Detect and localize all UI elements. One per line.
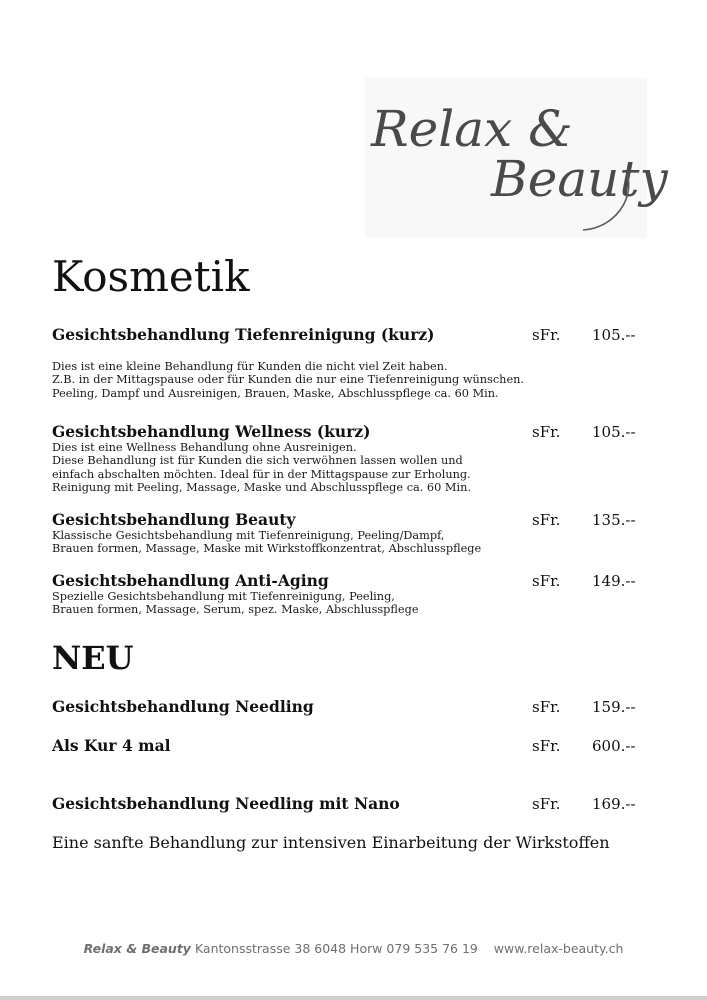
section-heading-neu: NEU <box>52 639 134 677</box>
logo-line-2: Beauty <box>491 150 668 208</box>
currency-label: sFr. <box>532 698 561 716</box>
logo-graphic <box>365 78 668 238</box>
service-description <box>52 590 419 617</box>
description-line: einfach abschalten möchten. Ideal für in der Mittagspause zur Erholung. <box>52 467 471 481</box>
description-line: Spezielle Gesichtsbehandlung mit Tiefenreinigung, Peeling, <box>52 590 395 603</box>
description-line: Dies ist eine Wellness Behandlung ohne Ausreinigen. <box>52 441 357 454</box>
logo-line-1: Relax & <box>371 100 573 158</box>
description-line: Brauen formen, Massage, Serum, spez. Maske, Abschlusspflege <box>52 603 419 617</box>
service-price: 159.-- <box>592 698 636 716</box>
description-line: Diese Behandlung ist für Kunden die sich verwöhnen lassen wollen und <box>52 454 463 468</box>
logo <box>365 78 668 238</box>
description-line: Reinigung mit Peeling, Massage, Maske und Abschlusspflege ca. 60 Min. <box>52 481 471 495</box>
service-name: Gesichtsbehandlung Needling mit Nano <box>52 794 400 813</box>
footer-address: Kantonsstrasse 38 6048 Horw 079 535 76 19 <box>194 941 478 956</box>
description-line: Brauen formen, Massage, Maske mit Wirkstoffkonzentrat, Abschlusspflege <box>52 542 482 556</box>
service-name: Gesichtsbehandlung Anti-Aging <box>52 571 329 590</box>
description-line: Peeling, Dampf und Ausreinigen, Brauen, Maske, Abschlusspflege ca. 60 Min. <box>52 386 499 400</box>
service-price: 105.-- <box>592 423 636 441</box>
closing-description: Eine sanfte Behandlung zur intensiven Einarbeitung der Wirkstoffen <box>52 833 610 852</box>
service-description <box>52 360 524 400</box>
currency-label: sFr. <box>532 737 561 755</box>
page-bottom-divider <box>0 996 707 1000</box>
currency-label: sFr. <box>532 511 561 529</box>
currency-label: sFr. <box>532 572 561 590</box>
service-price: 600.-- <box>592 737 636 755</box>
service-name: Gesichtsbehandlung Wellness (kurz) <box>52 422 371 441</box>
service-description <box>52 529 481 556</box>
service-name: Gesichtsbehandlung Beauty <box>52 510 296 529</box>
footer <box>0 941 707 956</box>
service-price: 135.-- <box>592 511 636 529</box>
service-price: 149.-- <box>592 572 636 590</box>
currency-label: sFr. <box>532 326 561 344</box>
service-name: Als Kur 4 mal <box>52 736 171 755</box>
service-price: 105.-- <box>592 326 636 344</box>
description-line: Dies ist eine kleine Behandlung für Kunden die nicht viel Zeit haben. <box>52 360 448 373</box>
description-line: Z.B. in der Mittagspause oder für Kunden die nur eine Tiefenreinigung wünschen. <box>52 373 524 387</box>
currency-label: sFr. <box>532 423 561 441</box>
service-description <box>52 441 471 495</box>
service-price: 169.-- <box>592 795 636 813</box>
footer-brand: Relax & Beauty <box>83 941 191 956</box>
service-name: Gesichtsbehandlung Tiefenreinigung (kurz) <box>52 325 435 344</box>
footer-website: www.relax-beauty.ch <box>493 941 624 956</box>
description-line: Klassische Gesichtsbehandlung mit Tiefenreinigung, Peeling/Dampf, <box>52 529 445 542</box>
currency-label: sFr. <box>532 795 561 813</box>
service-name: Gesichtsbehandlung Needling <box>52 697 314 716</box>
page-title: Kosmetik <box>52 252 250 301</box>
